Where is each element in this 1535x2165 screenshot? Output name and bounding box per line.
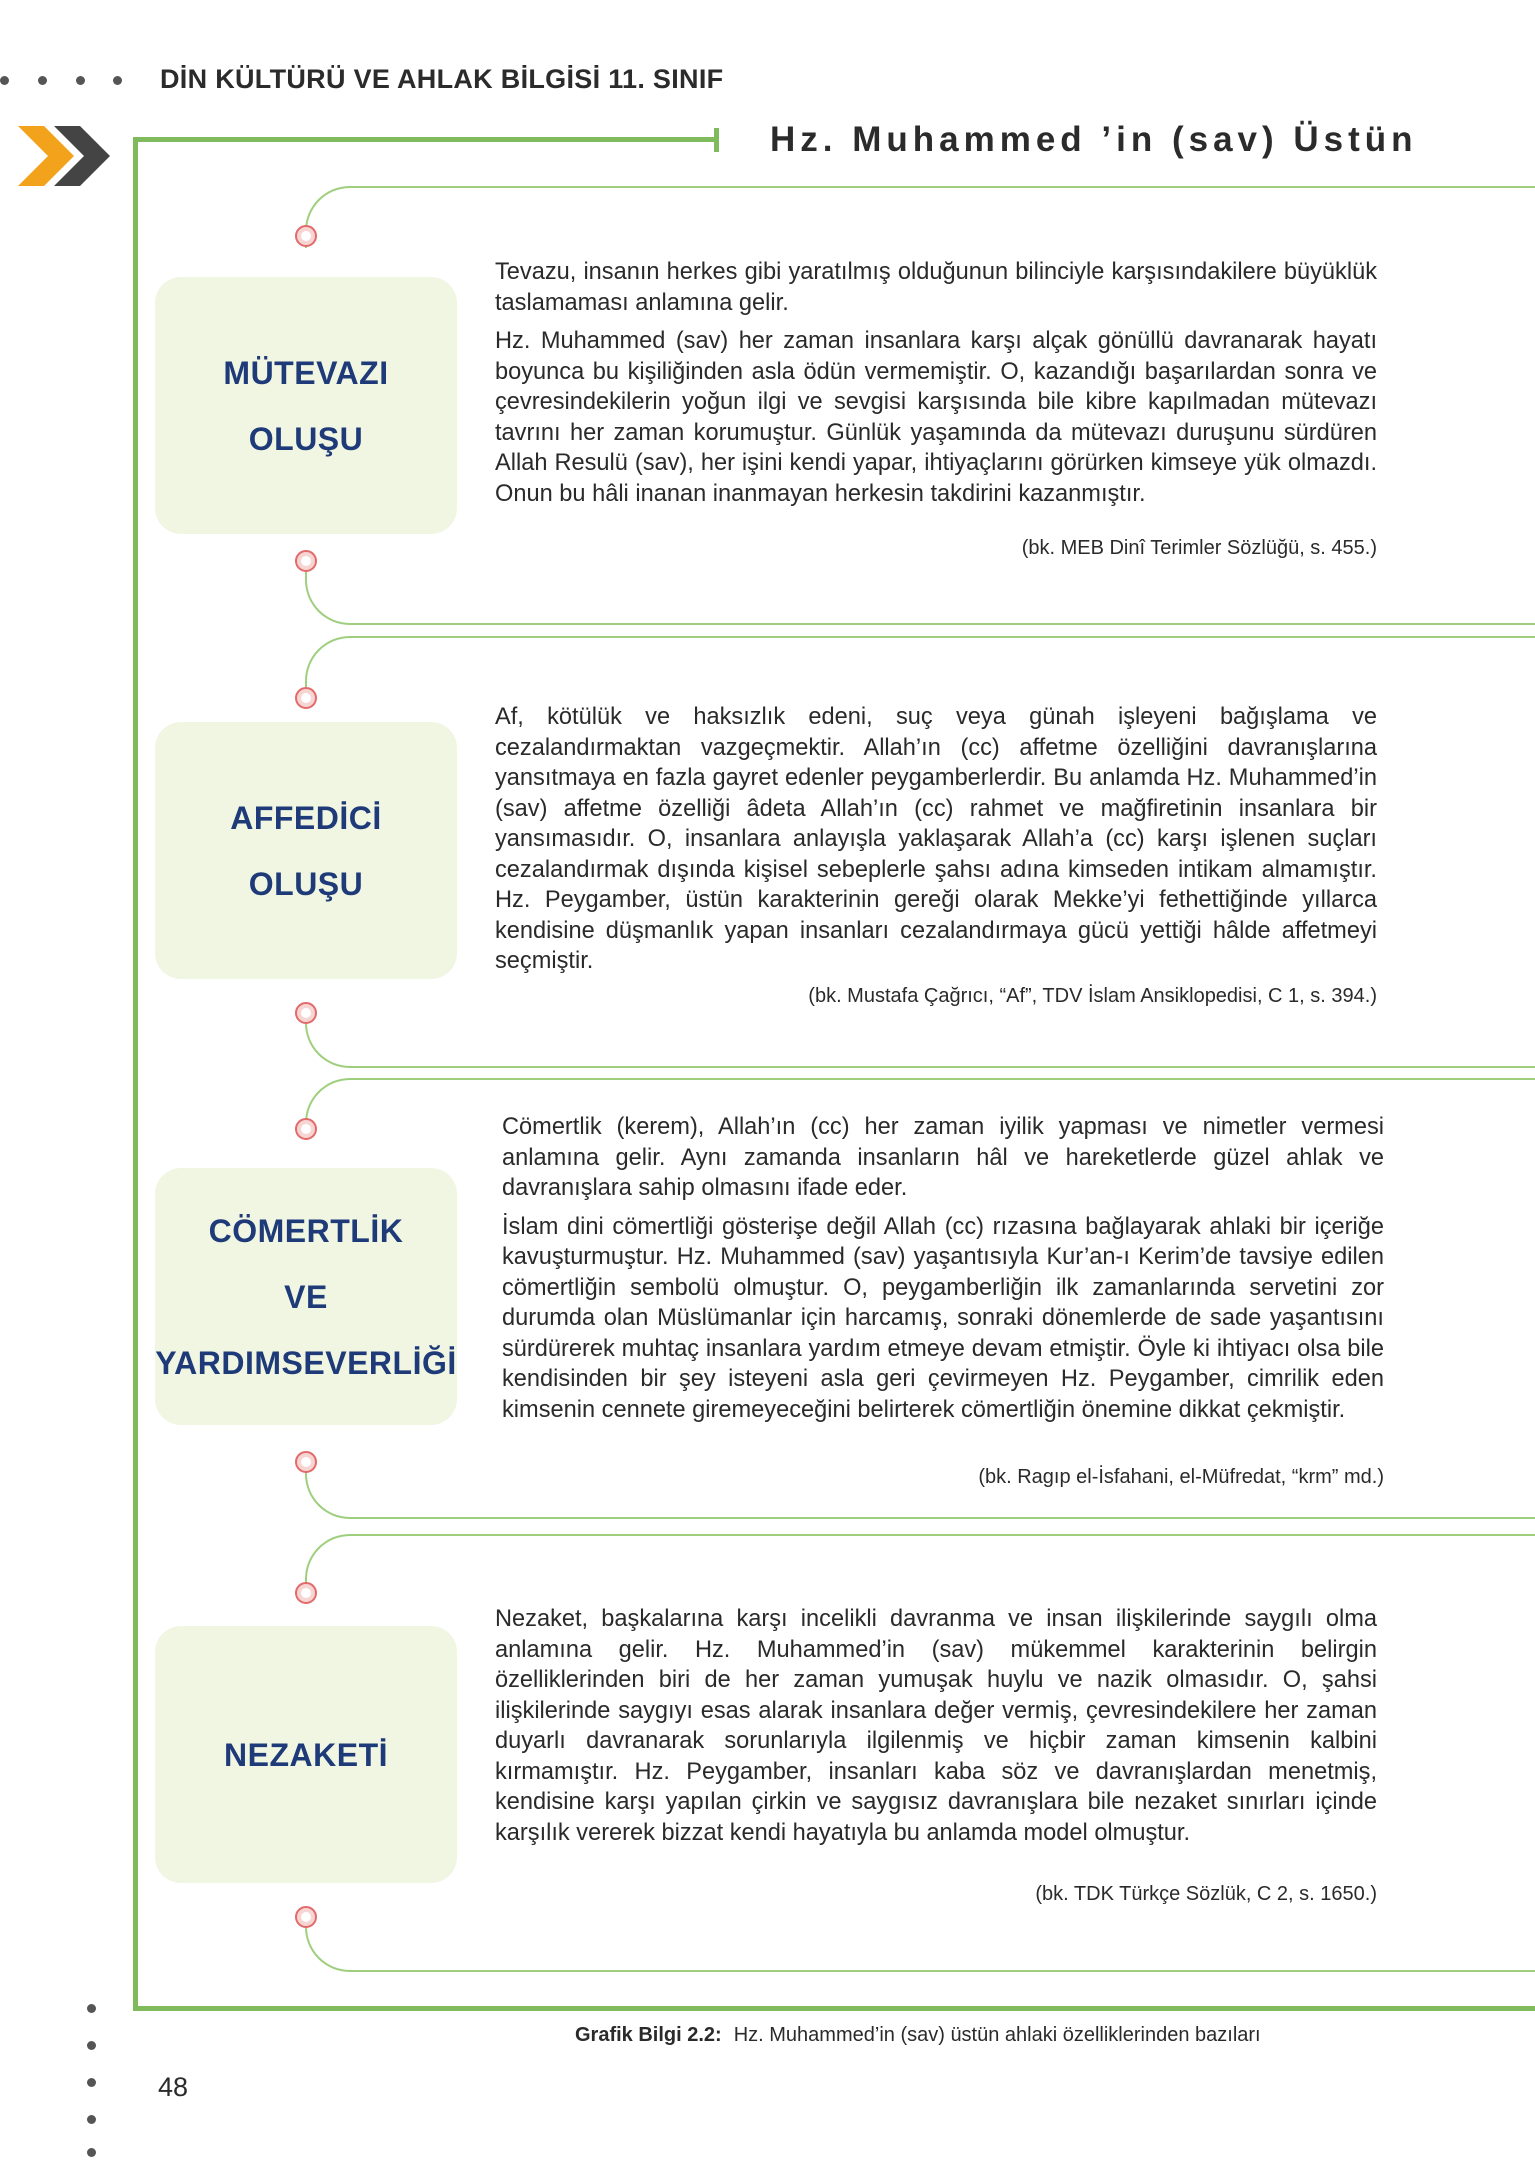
paragraph: İslam dini cömertliği gösterişe değil Allah (cc) rızasına bağlayarak ahlaki bir içeriğe kavuşturmuştur. Hz. Muhammed (sav) yaşantısıyla Kur’an-ı Kerim’de tavsiye edilen cömertliğin sembolü olmuştur. O, peygamberliğin ilk zamanlarında servetini zor durumda olan Müslümanlar için harcamış, sonraki dönemlerde de sade yaşantısını sürdürerek muhtaç insanlara yardım etmeye devam etmiştir. Öyle ki ihtiyacı olsa bile kendisinden bir şey isteyeni asla geri çevirmeyen Hz. Peygamber, cimrilik eden kimsenin cennete giremeyeceğini belirterek cömertliğin önemine dikkat çekmiştir. — [502, 1213, 1384, 1423]
decor-dot — [87, 2041, 96, 2050]
frame-top-tick — [714, 128, 719, 152]
paragraph: Tevazu, insanın herkes gibi yaratılmış olduğunun bilinciyle karşısındakilere büyüklük taslamaması anlamına gelir. — [495, 259, 1377, 316]
citation: (bk. MEB Dinî Terimler Sözlüğü, s. 455.) — [1021, 537, 1377, 559]
paragraph: Af, kötülük ve haksızlık edeni, suç veya günah işleyeni bağışlama ve cezalandırmaktan vazgeçmektir. Allah’ın (cc) affetme özelliğini davranışlarına yansıtmaya en fazla gayret edenler peygamberlerdir. Bu anlamda Hz. Muhammed’in (sav) affetme özelliği âdeta Allah’ın (cc) rahmet ve mağfiretinin insanlara bir yansımasıdır. O, insanlara anlayışla yaklaşarak Allah’a (cc) karşı işlenen suçları cezalandırmak dışında kişisel sebeplerle şahsı adına kimseden intikam almamıştır. Hz. Peygamber, üstün karakterinin gereği olarak Mekke’yi fethettiğinde yıllarca kendisine düşmanlık yapan insanları cezalandırmaya gücü yettiği hâlde affetmeyi seçmiştir. — [495, 704, 1377, 974]
section-border-top — [305, 636, 1535, 698]
section-border-top — [305, 1534, 1535, 1596]
timeline-node — [295, 550, 317, 572]
decor-dot — [76, 76, 85, 85]
decor-dot — [87, 2004, 96, 2013]
decor-dot — [113, 76, 122, 85]
caption-label: Grafik Bilgi 2.2: — [575, 2024, 722, 2046]
page-number: 48 — [158, 2072, 189, 2102]
section-border-bottom — [305, 1006, 1535, 1068]
frame-left-line — [133, 137, 138, 2011]
decor-dot — [87, 2148, 96, 2157]
figure-caption — [575, 2024, 1261, 2047]
timeline-node — [295, 1118, 317, 1140]
label-line: OLUŞU — [248, 420, 364, 457]
paragraph: Cömertlik (kerem), Allah’ın (cc) her zaman iyilik yapması ve nimetler vermesi anlamına gelir. Aynı zamanda insanların hâl ve hareketlerde güzel ahlak ve davranışlara sahip olmasını ifade eder. — [502, 1114, 1384, 1201]
timeline-node — [295, 1451, 317, 1473]
label-line: YARDIMSEVERLİĞİ — [155, 1344, 457, 1381]
paragraph: Hz. Muhammed (sav) her zaman insanlara karşı alçak gönüllü davranarak hayatı boyunca bu kişiliğinden asla ödün vermemiştir. O, kazandığı başarılardan sonra ve çevresindekilerin yoğun ilgi ve sevgisi karşısında bile kibre kapılmadan mütevazı tavrını her zaman korumuştur. Günlük yaşamında da mütevazı duruşunu sürdüren Allah Resulü (sav), her işini kendi yapar, ihtiyaçlarını görürken kimseye yük olmazdı. Onun bu hâli inanan inanmayan herkesin takdirini kazanmıştır. — [495, 328, 1377, 507]
caption-text: Hz. Muhammed’in (sav) üstün ahlaki özelliklerinden bazıları — [733, 2024, 1261, 2046]
label-nezaket — [155, 1626, 457, 1883]
section-border-bottom — [305, 563, 1535, 625]
paragraph: Nezaket, başkalarına karşı incelikli davranma ve insan ilişkilerinde saygılı olma anlamına gelir. Hz. Muhammed’in (sav) mükemmel karakterinin belirgin özelliklerinden biri de her zaman yumuşak huylu ve nazik olmasıdır. O, şahsi ilişkilerinde saygıyı esas alarak insanlara değer vermiş, çevresindekilere her zaman duyarlı davranarak sorunlarıyla ilgilenmiş ve hiçbir zaman kimsenin kalbini kırmamıştır. Hz. Peygamber, insanları kaba söz ve davranışlardan menetmiş, kendisine karşı yapılan çirkin ve saygısız davranışlara bile nezaket sınırları içinde karşılık vererek bizzat kendi hayatıyla bu anlamda model olmuştur. — [495, 1606, 1377, 1846]
double-chevron-icon — [18, 126, 122, 186]
citation: (bk. Ragıp el-İsfahani, el-Müfredat, “krm” md.) — [978, 1466, 1384, 1488]
section-text-mutevazi — [495, 257, 1377, 517]
decor-dot — [87, 2115, 96, 2124]
decor-dot — [0, 76, 9, 85]
label-line: OLUŞU — [248, 865, 364, 902]
label-comertlik — [155, 1168, 457, 1425]
timeline-node — [295, 1582, 317, 1604]
label-line: VE — [284, 1278, 328, 1315]
section-border-top — [305, 186, 1535, 248]
timeline-node — [295, 225, 317, 247]
decor-dot — [38, 76, 47, 85]
frame-top-line — [133, 137, 718, 142]
citation: (bk. Mustafa Çağrıcı, “Af”, TDV İslam Ansiklopedisi, C 1, s. 394.) — [808, 985, 1377, 1007]
timeline-node — [295, 1002, 317, 1024]
page-heading: Hz. Muhammed ’in (sav) Üstün — [770, 120, 1418, 159]
section-text-nezaket — [495, 1604, 1377, 1856]
label-line: AFFEDİCİ — [230, 799, 382, 836]
label-line: NEZAKETİ — [224, 1736, 388, 1773]
label-mutevazi — [155, 277, 457, 534]
label-line: CÖMERTLİK — [208, 1212, 404, 1249]
section-border-bottom — [305, 1910, 1535, 1972]
citation: (bk. TDK Türkçe Sözlük, C 2, s. 1650.) — [1035, 1883, 1377, 1905]
label-affedici — [155, 722, 457, 979]
frame-bottom-line — [133, 2006, 1535, 2011]
timeline-node — [295, 1906, 317, 1928]
label-line: MÜTEVAZI — [223, 354, 389, 391]
section-text-comertlik — [502, 1112, 1384, 1433]
section-text-affedici — [495, 702, 1377, 985]
book-title: DİN KÜLTÜRÜ VE AHLAK BİLGİSİ 11. SINIF — [160, 64, 724, 94]
decor-dot — [87, 2078, 96, 2087]
timeline-node — [295, 687, 317, 709]
